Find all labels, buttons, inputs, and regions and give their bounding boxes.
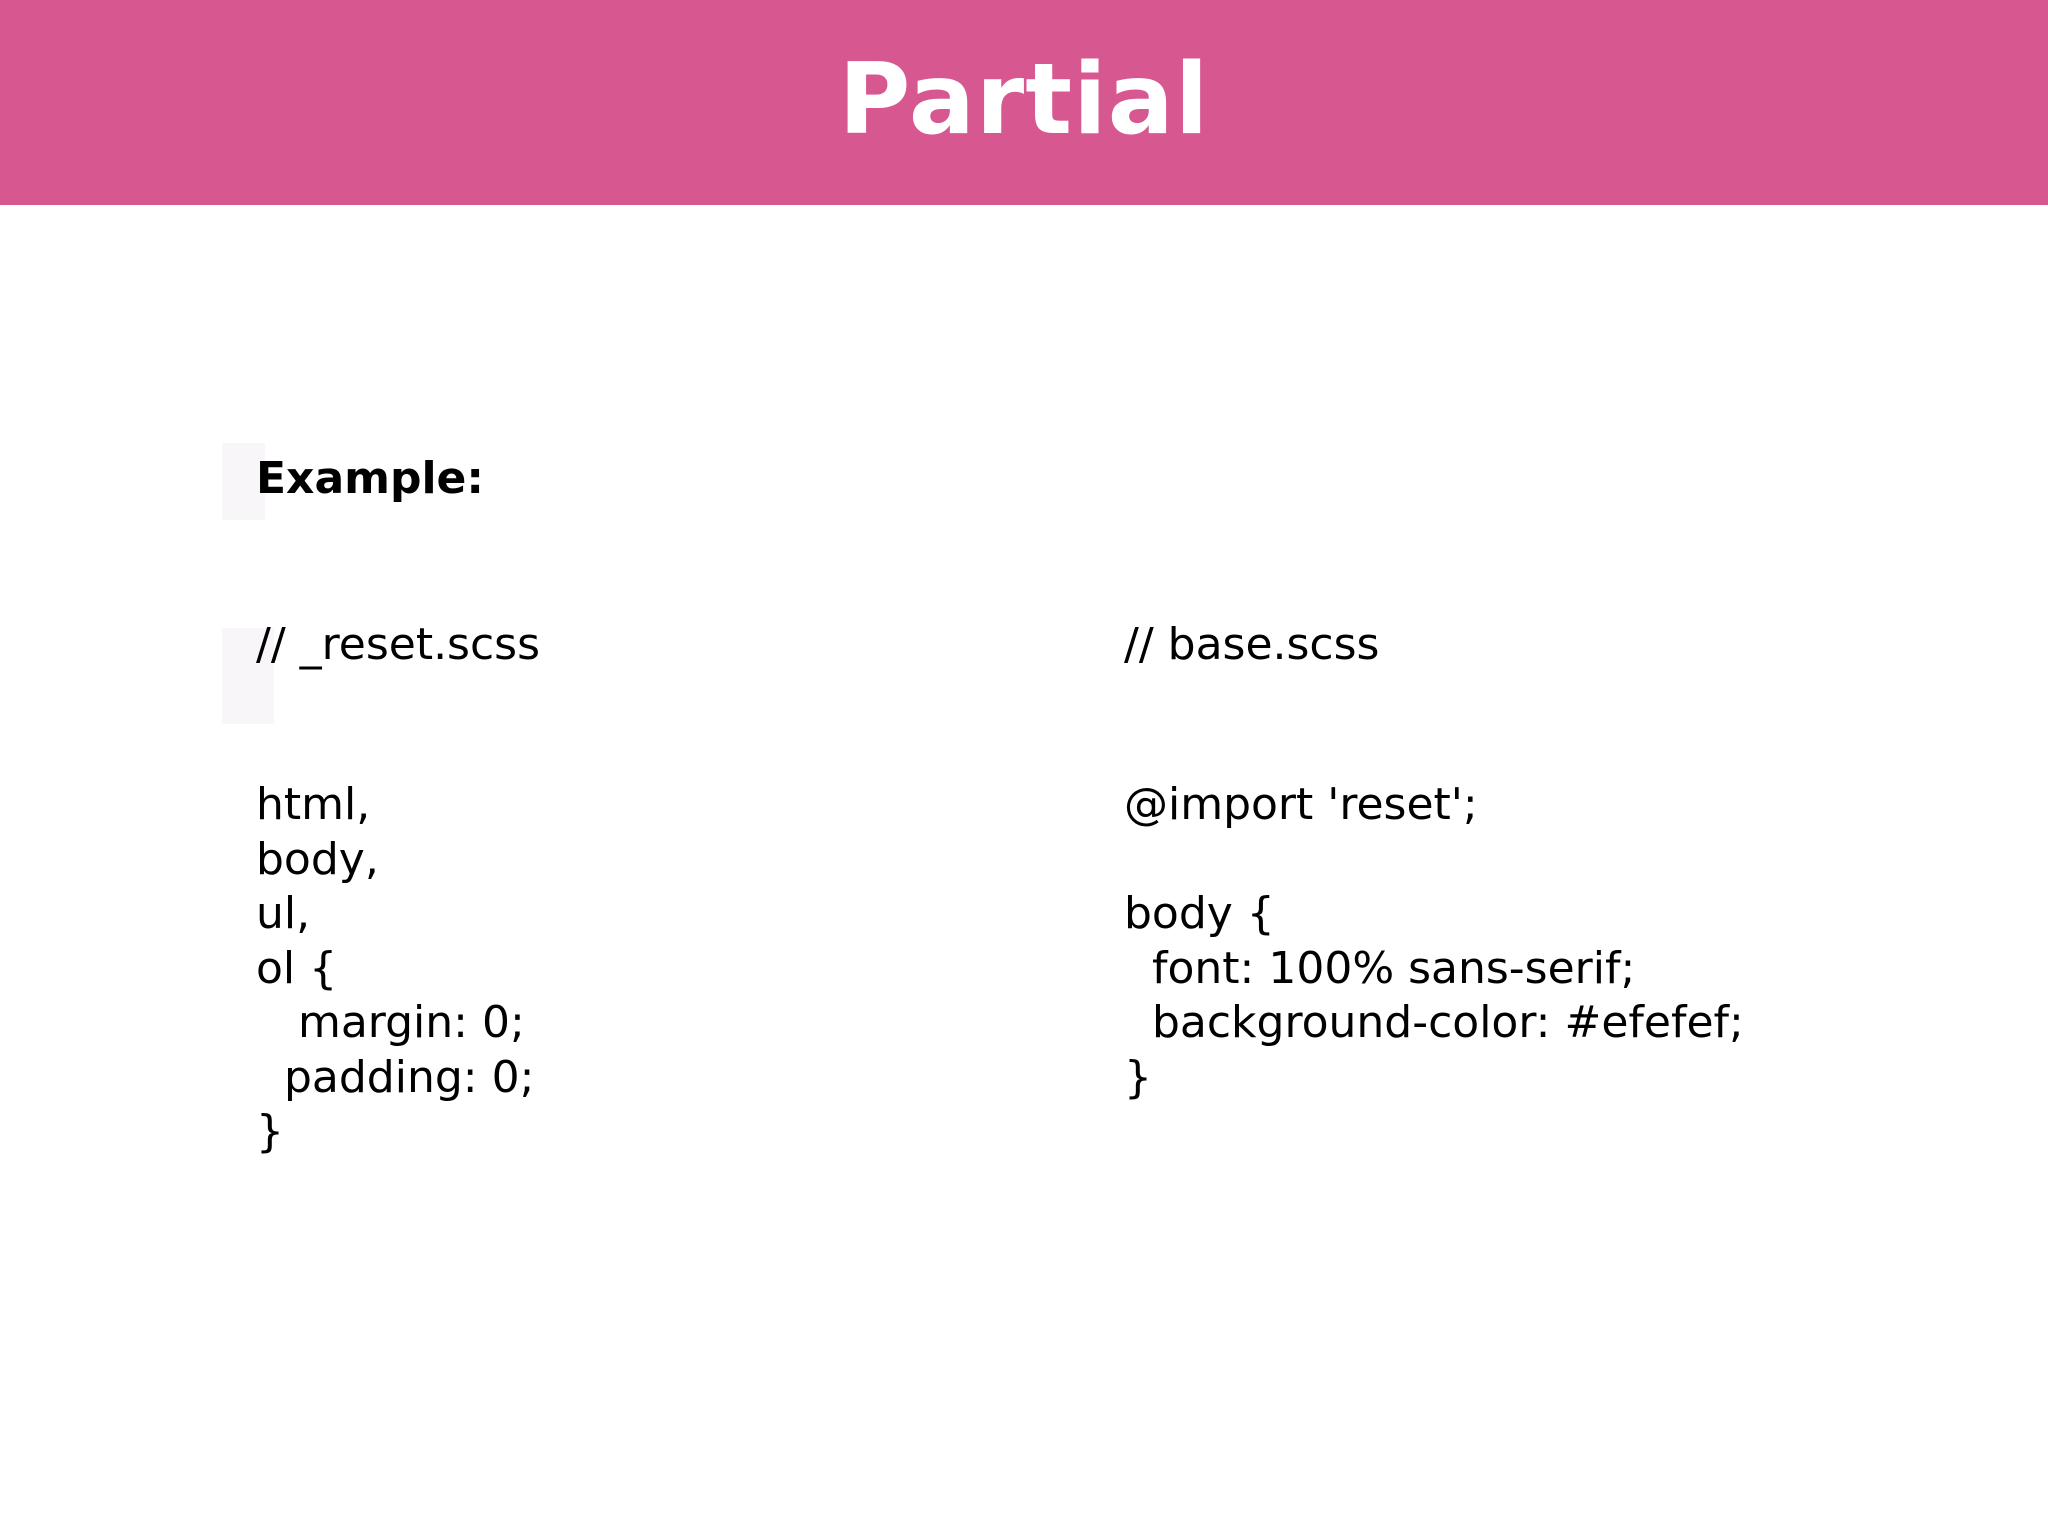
base-code-block: @import 'reset'; body { font: 100% sans-serif; background-color: #efefef; } [1124, 779, 1744, 1103]
title-banner [0, 0, 2048, 205]
reset-file-comment: // _reset.scss [256, 619, 541, 670]
example-label: Example: [256, 453, 484, 504]
base-file-comment: // base.scss [1124, 619, 1380, 670]
slide-title: Partial [838, 42, 1210, 157]
reset-code-block: html, body, ul, ol { margin: 0; padding: 0; } [256, 779, 535, 1157]
